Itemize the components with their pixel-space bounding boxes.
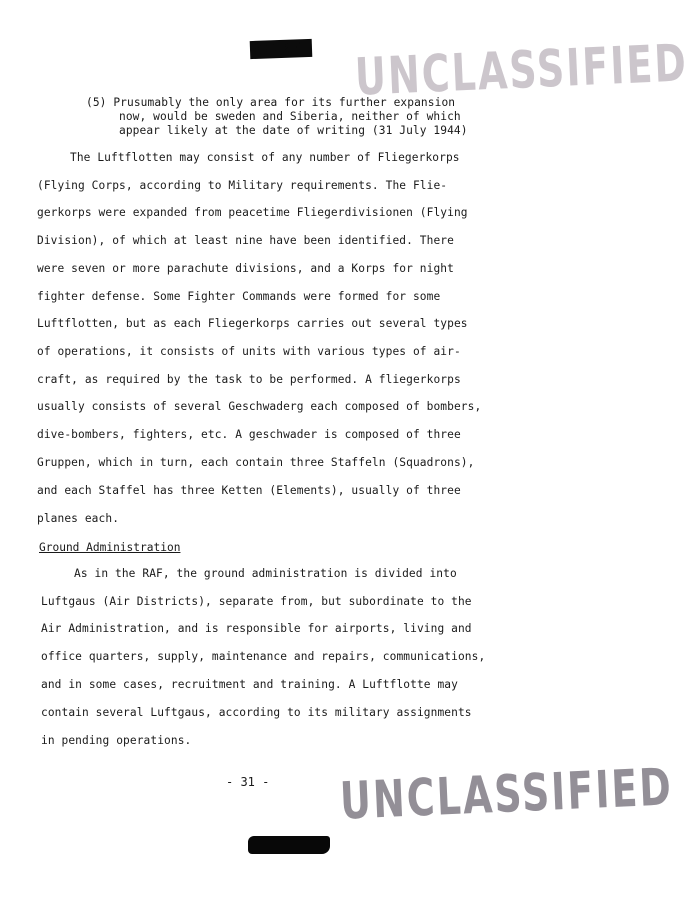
paragraph2-line-4: office quarters, supply, maintenance and repairs, communications, <box>41 650 486 663</box>
paragraph1-line-11: dive-bombers, fighters, etc. A geschwader is composed of three <box>37 428 461 441</box>
item5-line-3: appear likely at the date of writing (31 July 1944) <box>119 124 468 137</box>
redacted-classification-mark: SECRET <box>250 39 312 59</box>
page-number: - 31 - <box>226 775 270 789</box>
unclassified-stamp-bottom: UNCLASSIFIED <box>338 757 675 831</box>
item5-line-2: now, would be sweden and Siberia, neither of which <box>119 110 461 123</box>
unclassified-stamp-top: UNCLASSIFIED <box>353 33 690 107</box>
paragraph2-line-3: Air Administration, and is responsible for airports, living and <box>41 622 472 635</box>
paragraph1-line-4: Division), of which at least nine have been identified. There <box>37 234 454 247</box>
paragraph1-line-13: and each Staffel has three Ketten (Elements), usually of three <box>37 484 461 497</box>
paragraph2-line-7: in pending operations. <box>41 734 192 747</box>
paragraph1-line-14: planes each. <box>37 512 120 525</box>
paragraph1-line-8: of operations, it consists of units with various types of air- <box>37 345 461 358</box>
redaction-block-bottom <box>248 836 330 854</box>
paragraph1-line-7: Luftflotten, but as each Fliegerkorps carries out several types <box>37 317 468 330</box>
paragraph2-line-2: Luftgaus (Air Districts), separate from, but subordinate to the <box>41 595 472 608</box>
paragraph1-line-1: The Luftflotten may consist of any number of Fliegerkorps <box>70 151 460 164</box>
paragraph2-line-1: As in the RAF, the ground administration is divided into <box>74 567 457 580</box>
paragraph1-line-12: Gruppen, which in turn, each contain three Staffeln (Squadrons), <box>37 456 475 469</box>
section-heading-ground-administration: Ground Administration <box>39 541 181 554</box>
paragraph1-line-9: craft, as required by the task to be performed. A fliegerkorps <box>37 373 461 386</box>
paragraph1-line-2: (Flying Corps, according to Military requirements. The Flie- <box>37 179 448 192</box>
paragraph1-line-5: were seven or more parachute divisions, and a Korps for night <box>37 262 454 275</box>
paragraph1-line-10: usually consists of several Geschwaderg each composed of bombers, <box>37 400 482 413</box>
paragraph1-line-6: fighter defense. Some Fighter Commands were formed for some <box>37 290 441 303</box>
item5-line-1: (5) Prusumably the only area for its further expansion <box>86 96 456 109</box>
paragraph2-line-5: and in some cases, recruitment and training. A Luftflotte may <box>41 678 458 691</box>
paragraph2-line-6: contain several Luftgaus, according to its military assignments <box>41 706 472 719</box>
paragraph1-line-3: gerkorps were expanded from peacetime Fliegerdivisionen (Flying <box>37 206 468 219</box>
